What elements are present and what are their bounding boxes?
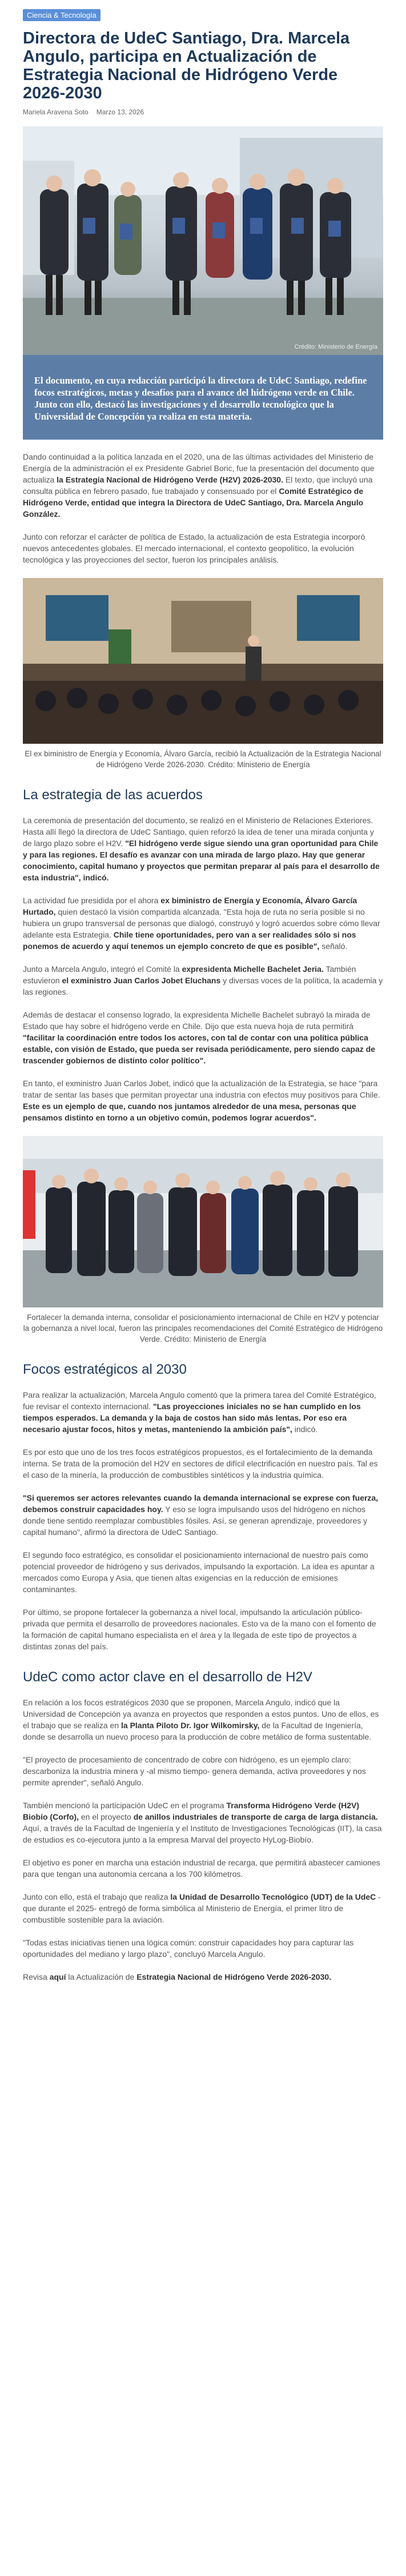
paragraph-bold-text: ex biministro de Energía y Economía, Álvaro García Hurtado, — [23, 896, 357, 916]
paragraph — [23, 1857, 383, 1880]
paragraph-text: de la Facultad de Ingeniería, donde se desarrolla un nuevo proceso para la producción de cobre metálico de forma sustentable. — [23, 1721, 372, 1741]
paragraph-text: -que durante el 2025- entregó de forma simbólica al Ministerio de Energía, el primer litro de combustible sostenible para la aviación. — [23, 1892, 381, 1924]
paragraph — [23, 815, 383, 883]
section-udec-paragraphs — [23, 1697, 383, 1983]
paragraph-text: en el proyecto — [78, 1812, 134, 1821]
paragraph-bold-text: Este es un ejemplo de que, cuando nos juntamos alrededor de una mesa, personas que pensamos distinto en torno a un objetivo común, podemos lograr acuerdos". — [23, 1102, 356, 1122]
paragraph-text: La actividad fue presidida por el ahora — [23, 896, 161, 905]
paragraph-text: Por último, se propone fortalecer la gobernanza a nivel local, impulsando la articulación público-privada que permita el desarrollo de proveedores nacionales. Esto va de la mano con el fomento de la formación de capital humano especialista en el área y la llegada de este tipo de proyectos a distintas zonas del país. — [23, 1608, 376, 1651]
paragraph-text: la Actualización de — [66, 1972, 137, 1981]
paragraph — [23, 1891, 383, 1925]
paragraph — [23, 1549, 383, 1595]
paragraph-text: Junto a Marcela Angulo, integró el Comité la — [23, 964, 182, 974]
paragraph — [23, 1078, 383, 1123]
hero-photo-credit: Crédito: Ministerio de Energía — [294, 344, 377, 350]
paragraph-text: El texto, que incluyó una consulta pública en febrero pasado, fue trabajado y consensuado por el — [23, 475, 373, 496]
paragraph-text: En relación a los focos estratégicos 2030 que se proponen, Marcela Angulo, indicó que la Universidad de Concepción ya avanza en proyectos que responden a estos puntos. Uno de ellos, es el trabajo que se realiza en — [23, 1698, 379, 1730]
article-title: Directora de UdeC Santiago, Dra. Marcela Angulo, participa en Actualización de Estrategia Nacional de Hidrógeno Verde 2026-2030 — [23, 29, 350, 102]
paragraph-bold-text: "Si queremos ser actores relevantes cuando la demanda internacional se exprese con fuerza, debemos construir capacidades hoy. — [23, 1493, 379, 1514]
category-tag[interactable]: Ciencia & Tecnología — [23, 9, 101, 21]
paragraph — [23, 1971, 383, 1983]
paragraph-text: También estuvieron — [23, 964, 356, 985]
paragraph-text: Junto con reforzar el carácter de política de Estado, la actualización de esta Estrategia incorporó nuevos antecedentes globales. El mercado internacional, el contexto geopolítico, la evolución tecnológica y las proyecciones del sector, fueron los principales análisis. — [23, 532, 365, 564]
paragraph-bold-text: la Unidad de Desarrollo Tecnológico (UDT) de la UdeC — [170, 1892, 376, 1901]
section-focos-paragraphs — [23, 1389, 383, 1652]
paragraph-bold-text: Estrategia Nacional de Hidrógeno Verde 2026-2030. — [136, 1972, 332, 1981]
intro-paragraphs — [23, 451, 383, 565]
paragraph-bold-text: "El hidrógeno verde sigue siendo una gran oportunidad para Chile y para las regiones. El desafío es avanzar con una mirada de largo plazo. Hay que generar conocimiento, capital humano y proyectos que permitan preparar al país para el desarrollo de esta industria", indicó. — [23, 839, 380, 882]
paragraph-bold-text: de anillos industriales de transporte de carga de larga distancia. — [133, 1812, 378, 1821]
paragraph-text: Es por esto que uno de los tres focos estratégicos propuestos, es el fortalecimiento de la demanda interna. Se trata de la promoción del H2V en sectores de difícil electrificación en nuestro país. Tal es el caso de la minería, la producción de combustibles sintéticos y la industria química. — [23, 1447, 378, 1480]
section-acuerdos-paragraphs — [23, 815, 383, 1123]
paragraph — [23, 1937, 383, 1960]
paragraph-bold-text: Chile tiene oportunidades, pero van a ser realidades sólo si nos ponemos de acuerdo y aquí tenemos un ejemplo concreto de que es posible", — [23, 930, 356, 951]
group-photo-illustration — [23, 126, 383, 355]
committee-photo-illustration — [23, 1136, 383, 1307]
section-title-focos: Focos estratégicos al 2030 — [23, 1362, 187, 1377]
paragraph — [23, 1492, 383, 1538]
paragraph-bold-text: el exministro Juan Carlos Jobet Eluchans — [62, 976, 221, 985]
hero-photo — [23, 126, 383, 355]
paragraph — [23, 1009, 383, 1066]
paragraph-text: El objetivo es poner en marcha una estación industrial de recarga, que permitirá abastecer camiones para que tengan una autonomía cercana a los 700 kilómetros. — [23, 1858, 380, 1879]
paragraph-text: Además de destacar el consenso logrado, la expresidenta Michelle Bachelet subrayó la mirada de Estado que hay sobre el hidrógeno verde en Chile. Dijo que esta nueva hoja de ruta permitirá — [23, 1010, 371, 1031]
paragraph-text: El segundo foco estratégico, es consolidar el posicionamiento internacional de nuestro país como potencial proveedor de hidrógeno y sus derivados, impulsando la exportación. La idea es apuntar a mercados como Europa y Asia, que tienen altas exigencias en la reducción de emisiones contaminantes. — [23, 1550, 375, 1594]
author-name[interactable]: Mariela Aravena Soto — [23, 108, 89, 116]
paragraph-bold-text: la Planta Piloto Dr. Igor Wilkomirsky, — [121, 1721, 260, 1730]
paragraph-bold-text: aquí — [49, 1972, 66, 1981]
paragraph-text: señaló. — [319, 942, 348, 951]
ceremony-photo-illustration — [23, 578, 383, 744]
paragraph — [23, 451, 383, 520]
paragraph-text: y diversas voces de la política, la academia y las regiones. — [23, 976, 383, 996]
paragraph-bold-text: "facilitar la coordinación entre todos los actores, con tal de contar con una política pública estable, con visión de Estado, que pueda ser revisada periódicamente, pero siendo capaz de trascender gobiernos de distinto color político". — [23, 1033, 375, 1065]
paragraph-text: Dando continuidad a la política lanzada en el 2020, una de las últimas actividades del Ministerio de Energía de la administración el ex Presidente Gabriel Boric, fue la presentación del documento que actualiza — [23, 452, 375, 484]
paragraph-text: indicó. — [292, 1425, 318, 1434]
paragraph-text: "El proyecto de procesamiento de concentrado de cobre con hidrógeno, es un ejemplo claro: descarboniza la industria minera y -al mismo tiempo- genera demanda, activa proveedores y nos permite aprender", señaló Angulo. — [23, 1755, 366, 1787]
paragraph-text: Y eso se logra impulsando usos del hidrógeno en nichos donde tiene sentido reemplazar combustibles fósiles. Así, se generan aprendizaje, proveedores y capital humano", afirmó la directora de UdeC Santiago. — [23, 1505, 368, 1537]
figure-committee-caption: Fortalecer la demanda interna, consolidar el posicionamiento internacional de Chile en H2V y potenciar la gobernanza a nivel local, fueron las principales recomendaciones del Comité Estratégico de Hidrógeno Verde. Crédito: Ministerio de Energía — [23, 1313, 383, 1343]
paragraph — [23, 1606, 383, 1652]
paragraph-text: "Todas estas iniciativas tienen una lógica común: construir capacidades hoy para capturar las oportunidades del mediano y largo plazo", concluyó Marcela Angulo. — [23, 1938, 354, 1959]
article-meta — [23, 108, 383, 116]
paragraph-text: En tanto, el exministro Juan Carlos Jobet, indicó que la actualización de la Estrategia, se hace "para tratar de sentar las bases que permitan proyectar una industria con efectos muy positivos para Chile. — [23, 1079, 380, 1099]
paragraph-bold-text: la Estrategia Nacional de Hidrógeno Verde (H2V) 2026-2030. — [57, 475, 283, 484]
section-title-acuerdos: La estrategia de las acuerdos — [23, 787, 203, 803]
paragraph — [23, 531, 383, 565]
paragraph-text: Revisa — [23, 1972, 50, 1981]
lead-summary: El documento, en cuya redacción participó la directora de UdeC Santiago, redefine focos estratégicos, metas y desafíos para el avance del hidrógeno verde en Chile. Junto con ello, destacó las investigaciones y el desarrollo tecnológico que la Universidad de Concepción ya realiza en esta materia. — [23, 355, 383, 440]
paragraph-text: Aquí, a través de la Facultad de Ingeniería y el Instituto de Investigaciones Tecnológicas (IIT), la casa de estudios es co-ejecutora junto a la empresa Marval del proyecto HyLog-Biobío. — [23, 1824, 382, 1844]
article-body — [23, 451, 383, 1983]
figure-committee-photo — [23, 1136, 383, 1307]
publish-date: Marzo 13, 2026 — [96, 108, 144, 116]
paragraph-bold-text: Comité Estratégico de Hidrógeno Verde, entidad que integra la Directora de UdeC Santiago, Dra. Marcela Angulo González. — [23, 487, 364, 519]
paragraph — [23, 963, 383, 998]
figure-ceremony-photo — [23, 578, 383, 744]
paragraph-bold-text: "Las proyecciones iniciales no se han cumplido en los tiempos esperados. La demanda y la baja de costos han sido más lentas. Por eso era necesario ajustar focos, hitos y metas, manteniendo la ambición país", — [23, 1402, 361, 1434]
paragraph-text: Junto con ello, está el trabajo que realiza — [23, 1892, 171, 1901]
paragraph-text: También mencionó la participación UdeC en el programa — [23, 1801, 227, 1810]
paragraph — [23, 1697, 383, 1742]
paragraph-text: Para realizar la actualización, Marcela Angulo comentó que la primera tarea del Comité Estratégico, fue revisar el contexto internacional. — [23, 1390, 376, 1411]
paragraph — [23, 1800, 383, 1845]
paragraph-text: quien destacó la visión compartida alcanzada. "Esta hoja de ruta no sería posible si no hubiera un grupo transversal de personas que dialogó, construyó y logró acuerdos sobre cómo llevar adelante esta Estrategia. — [23, 907, 380, 939]
paragraph — [23, 895, 383, 952]
paragraph — [23, 1446, 383, 1481]
section-title-udec: UdeC como actor clave en el desarrollo de H2V — [23, 1669, 312, 1685]
paragraph-text: La ceremonia de presentación del documento, se realizó en el Ministerio de Relaciones Exteriores. Hasta allí llegó la directora de UdeC Santiago, quien reforzó la idea de tener una mirada conjunta y de largo plazo sobre el H2V. — [23, 816, 374, 848]
figure-ceremony-caption: El ex biministro de Energía y Economía, Álvaro García, recibió la Actualización de la Estrategia Nacional de Hidrógeno Verde 2026-2030. Crédito: Ministerio de Energía — [25, 749, 381, 769]
paragraph-bold-text: expresidenta Michelle Bachelet Jeria. — [182, 964, 324, 974]
paragraph-bold-text: Transforma Hidrógeno Verde (H2V) Biobío (Corfo), — [23, 1801, 360, 1821]
paragraph — [23, 1754, 383, 1788]
paragraph — [23, 1389, 383, 1435]
